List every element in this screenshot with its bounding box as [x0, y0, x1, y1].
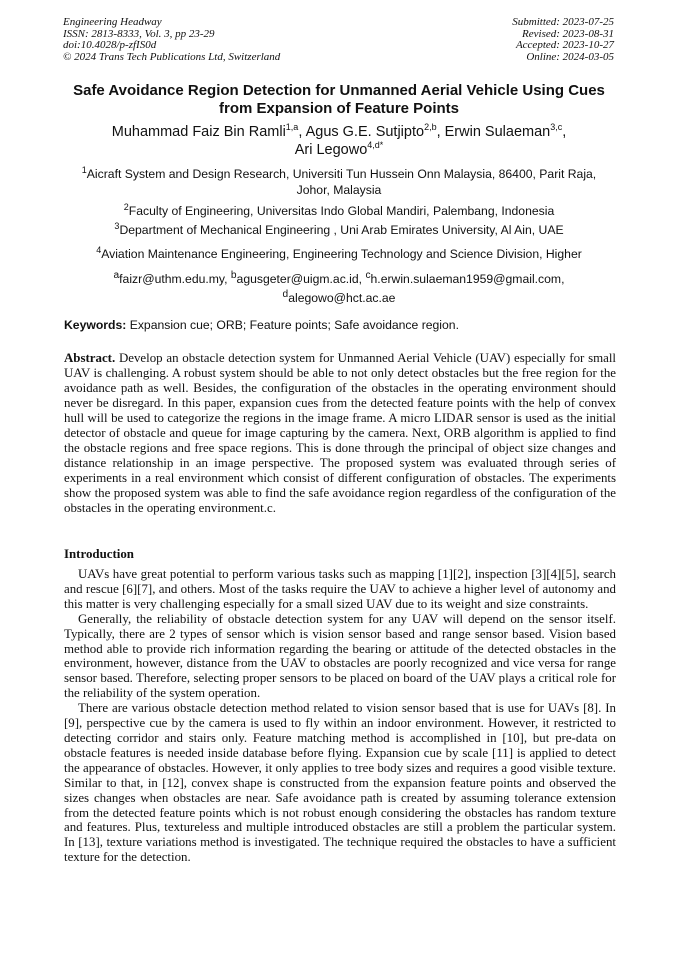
keywords: [64, 318, 616, 333]
journal-header-left: [63, 17, 280, 63]
paragraph: UAVs have great potential to perform various tasks such as mapping [1][2], inspection [3][4][5], search and rescue [6][7], and others. Most of the tasks require the UAV to achieve a higher level of autonomy and this matter is very challenging especially for a small sized UAV due to its weight and size constraints.: [64, 567, 616, 611]
date-submitted: Submitted: 2023-07-25: [512, 16, 614, 28]
author-sup: 3,c: [550, 122, 563, 133]
email-link[interactable]: alegowo@hct.ac.ae: [288, 291, 396, 306]
journal-issn: ISSN: 2813-8333, Vol. 3, pp 23-29: [63, 27, 215, 40]
email-link[interactable]: agusgeter@uigm.ac.id,: [236, 272, 366, 287]
keywords-text: Expansion cue; ORB; Feature points; Safe avoidance region.: [126, 318, 459, 332]
affiliation-2: $^2$Faculty of Engineering, Universitas Indo Global Mandiri, Palembang, Indonesia: [123, 201, 555, 218]
author-list: Muhammad Faiz Bin Ramli$^{1,a}$, Agus G.E. Sutjipto$^{2,b}$, Erwin Sulaeman$^{3,c}$, Ari Legowo$^{4,d*}$: [111, 122, 567, 158]
author-emails: $^a$faizr@uthm.edu.my, $^b$agusgeter@uigm.ac.id, $^c$h.erwin.sulaeman1959@gmail.com, $^d$alegowo@hct.ac.ae: [113, 270, 565, 306]
date-revised: Revised: 2023-08-31: [522, 27, 614, 40]
affiliation-4: $^4$Aviation Maintenance Engineering, Engineering Technology and Science Division, Higher: [96, 244, 582, 261]
journal-copyright: © 2024 Trans Tech Publications Ltd, Switzerland: [63, 50, 281, 63]
paper-title: Safe Avoidance Region Detection for Unmanned Aerial Vehicle Using Cues from Expansion of Feature Points: [73, 82, 605, 117]
email-link[interactable]: h.erwin.sulaeman1959@gmail.com,: [370, 272, 565, 287]
abstract-text: Develop an obstacle detection system for Unmanned Aerial Vehicle (UAV) especially for small UAV is challenging. A robust system should be able to not only detect obstacles but the free region for the avoidance path as well. Besides, the configuration of the obstacles in the operating environment should never be disregard. In this paper, expansion cues from the detected feature points with the help of convex hull will be used to categorize the regions in the image frame. A micro LIDAR sensor is used as the initial detector of obstacle and queue for image capturing by the camera. Next, ORB algorithm is applied to find the obstacle regions and free space regions. This is done through the principal of object size changes and distance relationship in an image perspective. The proposed system was evaluated through series of experiments in a real environment which consist of different configuration of obstacles. The experiments show the proposed system was able to find the safe avoidance region regardless of the configuration of the obstacles in the operating environment.c.: [64, 351, 616, 516]
date-online: Online: 2024-03-05: [526, 50, 614, 63]
paragraph: Generally, the reliability of obstacle detection system for any UAV will depend on the sensor itself. Typically, there are 2 types of sensor which is vision sensor based and range sensor based. Vision based method able to provide rich information regarding the bearing or attitude of the detected obstacles in the environment, however, distance from the UAV to obstacles are poorly recognized and vice versa for range sensor based. Therefore, selecting proper sensors to be placed on board of the UAV plays a critical role for the reliability of the system operation.: [64, 611, 616, 701]
affiliation-1: $^1$Aicraft System and Design Research, Universiti Tun Hussein Onn Malaysia, 86400, Parit Raja, Johor, Malaysia: [81, 164, 597, 197]
author-sup: 4,d*: [367, 140, 384, 151]
author-name: Erwin Sulaeman: [444, 124, 551, 140]
keywords-label: Keywords:: [64, 318, 127, 332]
journal-header-right: [512, 17, 614, 63]
section-heading-introduction: Introduction: [64, 547, 134, 561]
journal-name: Engineering Headway: [63, 16, 162, 28]
abstract: [64, 351, 616, 517]
affiliation-3: $^3$Department of Mechanical Engineering , Uni Arab Emirates University, Al Ain, UAE: [114, 220, 564, 237]
paragraph: There are various obstacle detection method related to vision sensor based that is use for UAVs [8]. In [9], perspective cue by the camera is used to fly within an indoor environment. However, it restricted to detecting corridor and stairs only. Feature matching method is accomplished in [10], but pre-data on obstacle features is needed inside database before flying. Expansion cue by scale [11] is applied to detect the appearance of obstacles. However, it only applies to tree body sizes and requires a good visible texture. Similar to that, in [12], convex shape is constructed from the expansion feature points and observed the sizes changes when obstacles are near. Safe avoidance path is created by assuming tolerance extension from the detected feature points which is not robust enough considering the obstacles has random texture and features. Plus, textureless and multiple introduced obstacles are still a problem the particular system. In [13], texture variations method is investigated. The technique required the obstacles to have a sufficient texture for the detection.: [64, 701, 616, 865]
author-sup: 2,b: [424, 122, 437, 133]
author-name: Agus G.E. Sutjipto: [305, 124, 425, 140]
abstract-label: Abstract.: [64, 351, 116, 365]
email-link[interactable]: faizr@uthm.edu.my,: [119, 272, 231, 287]
author-sup: 1,a: [285, 122, 299, 133]
author-name: Muhammad Faiz Bin Ramli: [111, 124, 286, 140]
author-name: Ari Legowo: [294, 142, 368, 158]
journal-doi: doi:10.4028/p-zfIS0d: [63, 39, 157, 52]
date-accepted: Accepted: 2023-10-27: [515, 39, 614, 52]
introduction-body: [64, 567, 616, 865]
